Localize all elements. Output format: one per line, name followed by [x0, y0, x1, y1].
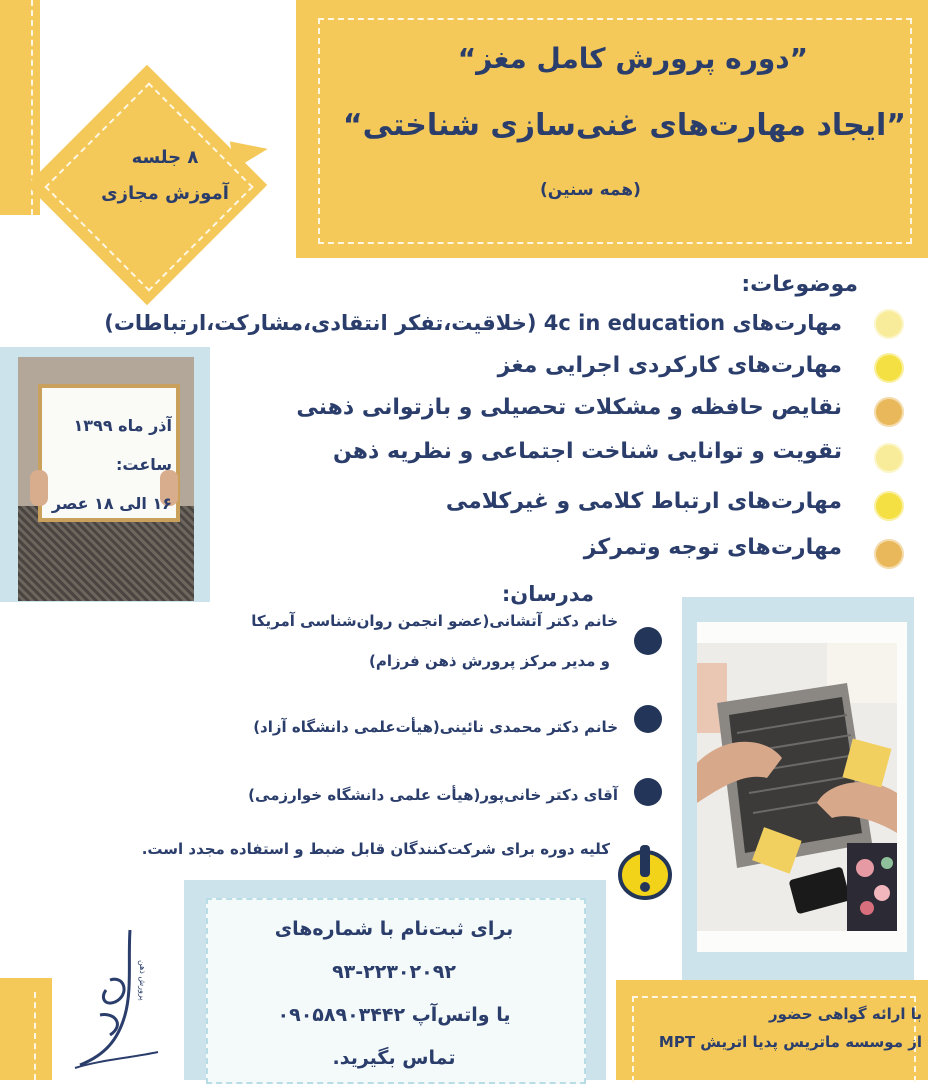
svg-text:پرورش ذهن: پرورش ذهن [138, 960, 147, 1001]
laptop-image [697, 643, 897, 931]
session-mode: آموزش مجازی [101, 183, 229, 204]
bullet-icon [874, 397, 904, 427]
bullet-icon [874, 491, 904, 521]
decorative-strip [0, 978, 52, 1080]
schedule-month: آذر ماه ۱۳۹۹ [73, 416, 172, 435]
age-note: (همه سنین) [540, 180, 641, 200]
certificate-line1: با ارائه گواهی حضور [768, 1005, 922, 1023]
course-subtitle: ”ایجاد مهارت‌های غنی‌سازی شناختی“ [342, 108, 906, 143]
teacher-item: خانم دکتر محمدی نائینی(هیأت‌علمی دانشگاه آزاد) [253, 718, 618, 736]
bullet-icon [874, 309, 904, 339]
logo-calligraphy-icon [70, 920, 160, 1070]
schedule-text [40, 406, 172, 523]
topic-item: مهارت‌های ارتباط کلامی و غیرکلامی [445, 489, 842, 514]
bullet-icon [634, 627, 662, 655]
teacher-item: خانم دکتر آتشانی(عضو انجمن روان‌شناسی آمریکا [251, 612, 618, 630]
topic-item: مهارت‌های کارکردی اجرایی مغز [497, 353, 842, 378]
whatsapp-number: یا واتس‌آپ ۰۹۰۵۸۹۰۳۴۴۲ [277, 1004, 511, 1026]
warning-icon [618, 843, 672, 901]
session-count: ۸ جلسه [131, 147, 199, 168]
topic-item: تقویت و توانایی شناخت اجتماعی و نظریه ذهن [332, 439, 842, 464]
bullet-icon [874, 353, 904, 383]
recording-notice: کلیه دوره برای شرکت‌کنندگان قابل ضبط و استفاده مجدد است. [141, 840, 610, 858]
bullet-icon [874, 539, 904, 569]
teacher-item: آقای دکتر خانی‌پور(هیأت علمی دانشگاه خوارزمی) [248, 786, 618, 804]
topic-item: مهارت‌های توجه وتمرکز [583, 535, 842, 560]
teachers-heading: مدرسان: [501, 582, 594, 606]
bullet-icon [874, 443, 904, 473]
certificate-line2: از موسسه ماتریس پدیا اتریش MPT [658, 1033, 922, 1051]
teacher-item-detail: و مدیر مرکز پرورش ذهن فرزام) [368, 652, 610, 670]
farzam-logo [70, 920, 160, 1070]
topic-item: مهارت‌های 4c in education (خلاقیت،تفکر انتقادی،مشارکت،ارتباطات) [104, 311, 842, 335]
course-title: ”دوره پرورش کامل مغز“ [457, 42, 808, 75]
bullet-icon [634, 705, 662, 733]
schedule-hours: ۱۶ الی ۱۸ عصر [51, 494, 172, 513]
registration-intro: برای ثبت‌نام با شماره‌های [274, 918, 514, 940]
topic-item: نقایص حافظه و مشکلات تحصیلی و بازتوانی ذهنی [296, 395, 842, 420]
phone-number: ۹۳-۲۲۳۰۲۰۹۲ [332, 961, 456, 983]
topics-heading: موضوعات: [741, 272, 858, 297]
registration-text [206, 908, 582, 1080]
bullet-icon [634, 778, 662, 806]
schedule-time-label: ساعت: [115, 455, 172, 474]
registration-cta: تماس بگیرید. [332, 1047, 456, 1069]
session-badge-text [90, 140, 240, 212]
laptop-photo [697, 643, 897, 931]
certificate-text [632, 1000, 922, 1056]
